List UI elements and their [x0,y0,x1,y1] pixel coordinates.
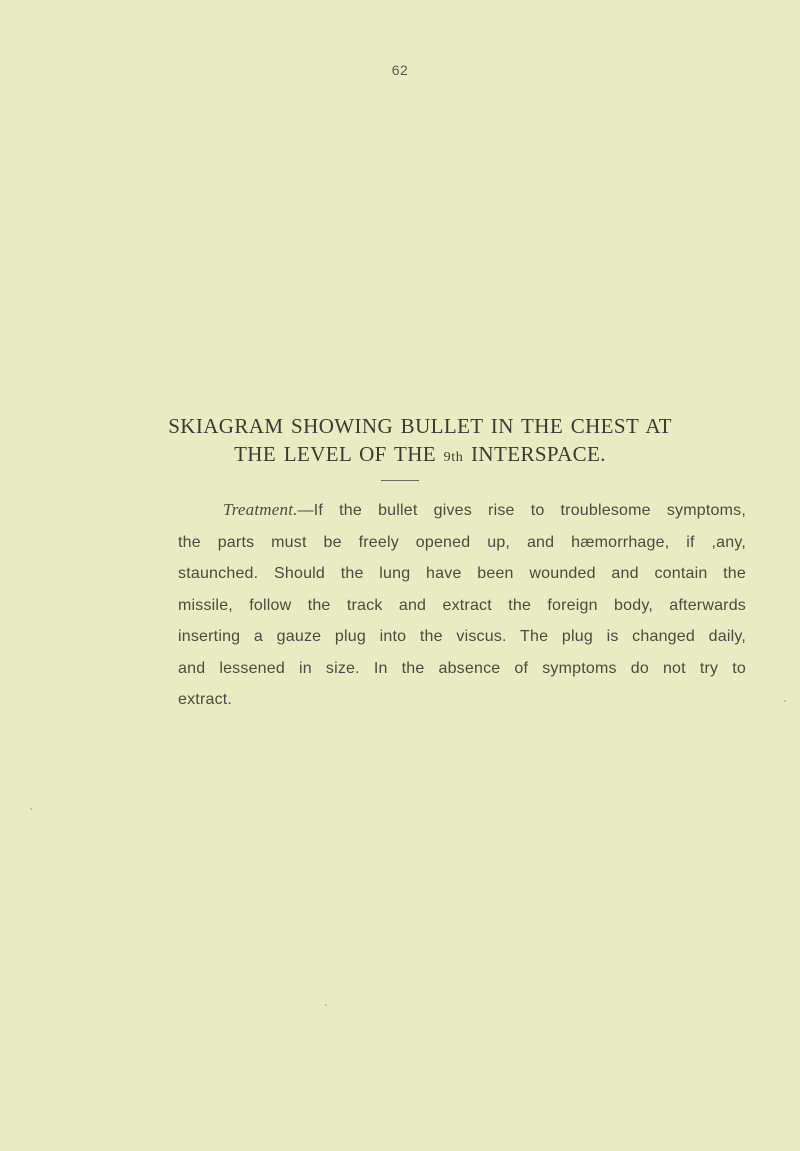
figure-caption [120,412,720,472]
caption-line-2-start: THE LEVEL OF THE [234,442,444,466]
paragraph-line-3: staunched. Should the lung have been wounded and contain the [178,565,746,582]
page-number: 62 [391,62,409,78]
treatment-heading: Treatment. [223,500,298,519]
paper-speck [30,808,32,810]
caption-line-2 [120,440,720,472]
paragraph-line-1 [178,494,746,527]
paragraph-line-4: missile, follow the track and extract the foreign body, afterwards [178,596,746,614]
paragraph-line-7: extract. [178,691,233,708]
caption-line-1: SKIAGRAM SHOWING BULLET IN THE CHEST AT [168,414,672,438]
section-divider [381,480,419,481]
paper-speck [784,700,786,702]
paragraph-line-6: and lessened in size. In the absence of symptoms do not try to [178,659,746,677]
caption-interspace-number: 9th [443,450,464,465]
treatment-paragraph [178,494,746,716]
paragraph-line-5: inserting a gauze plug into the viscus. The plug is changed daily, [178,628,746,645]
caption-line-2-end: INTERSPACE. [463,442,606,466]
paper-speck [325,1004,327,1006]
paragraph-line-2: the parts must be freely opened up, and hæmorrhage, if ,any, [178,533,746,551]
paragraph-line-1-text: —If the bullet gives rise to troublesome symptoms, [297,502,746,519]
